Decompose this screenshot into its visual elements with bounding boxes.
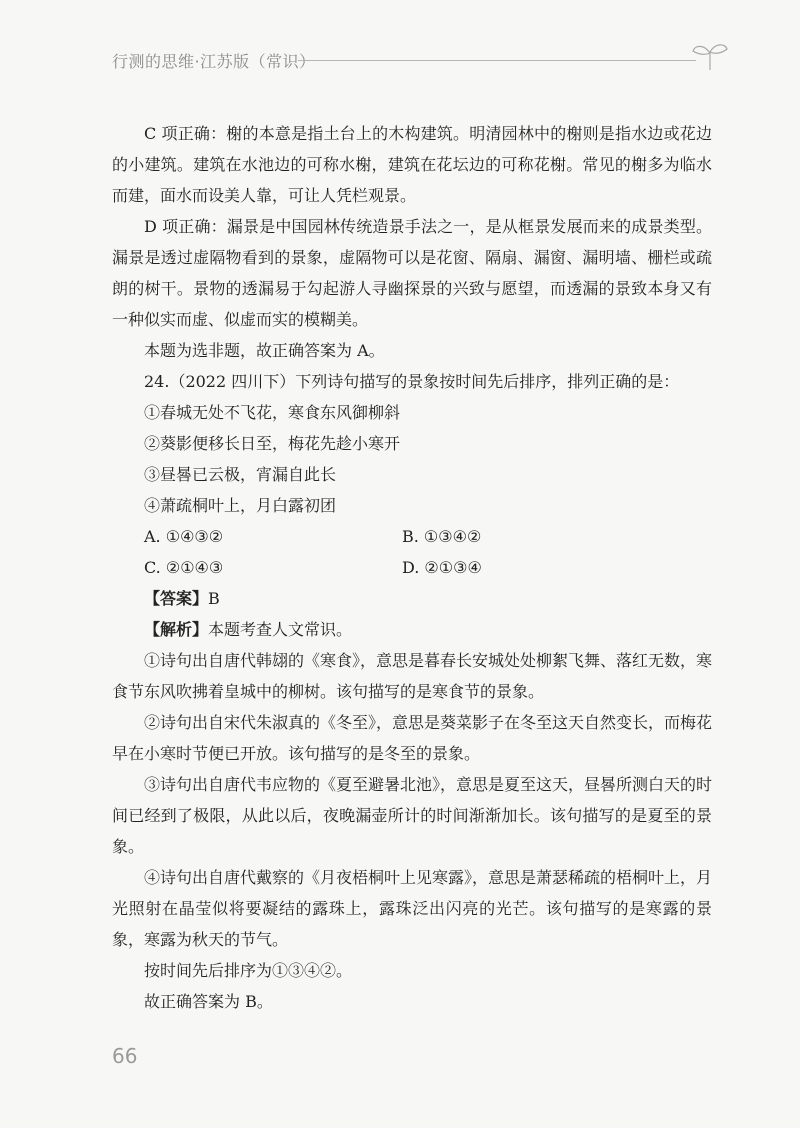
analysis-line	[112, 614, 712, 645]
option-a: A. ①④③②	[144, 527, 224, 546]
header-rule	[298, 60, 696, 61]
answer-line	[112, 583, 712, 614]
final-answer: 故正确答案为 B。	[144, 992, 273, 1011]
answer-label: 【答案】	[144, 589, 209, 608]
analysis-intro: 本题考查人文常识。	[208, 620, 353, 639]
analysis-item-4: ④诗句出自唐代戴察的《月夜梧桐叶上见寒露》，意思是萧瑟稀疏的梧桐叶上，月光照射在晶莹似将要凝结的露珠上，露珠泛出闪亮的光芒。该句描写的是寒露的景象，寒露为秋天的节气。	[112, 868, 713, 949]
options-row-1	[112, 521, 712, 552]
page-number: 66	[112, 1044, 138, 1068]
order-summary: 按时间先后排序为①③④②。	[144, 961, 353, 980]
option-b: B. ①③④②	[402, 527, 482, 546]
poem-item-1: ①春城无处不飞花，寒食东风御柳斜	[144, 403, 401, 422]
page-header	[112, 46, 732, 76]
paragraph-option-d: D 项正确：漏景是中国园林传统造景手法之一，是从框景发展而来的成景类型。漏景是透过虚隔物看到的景象，虚隔物可以是花窗、隔扇、漏窗、漏明墙、栅栏或疏朗的树干。景物的透漏易于勾起游人寻幽探景的兴致与愿望，而透漏的景致本身又有一种似实而虚、似虚而实的模糊美。	[112, 217, 712, 329]
sprout-icon	[690, 40, 730, 72]
poem-item-2: ②葵影便移长日至，梅花先趁小寒开	[144, 434, 401, 453]
paragraph-option-c: C 项正确：榭的本意是指土台上的木构建筑。明清园林中的榭则是指水边或花边的小建筑。建筑在水池边的可称水榭，建筑在花坛边的可称花榭。常见的榭多为临水而建，面水而设美人靠，可让人凭栏观景。	[112, 124, 712, 205]
poem-item-3: ③昼晷已云极，宵漏自此长	[144, 465, 337, 484]
option-c: C. ②①④③	[144, 558, 224, 577]
options-row-2	[112, 552, 712, 583]
answer-value: B	[208, 589, 220, 608]
question-stem: 24.（2022 四川下）下列诗句描写的景象按时间先后排序，排列正确的是：	[144, 372, 680, 391]
header-title: 行测的思维·江苏版（常识）	[112, 52, 316, 71]
poem-item-4: ④萧疏桐叶上，月白露初团	[144, 496, 337, 515]
analysis-item-2: ②诗句出自宋代朱淑真的《冬至》，意思是葵菜影子在冬至这天自然变长，而梅花早在小寒时节便已开放。该句描写的是冬至的景象。	[112, 713, 713, 763]
option-d: D. ②①③④	[402, 558, 482, 577]
analysis-item-3: ③诗句出自唐代韦应物的《夏至避暑北池》，意思是夏至这天，昼晷所测白天的时间已经到了极限，从此以后，夜晚漏壶所计的时间渐渐加长。该句描写的是夏至的景象。	[112, 775, 713, 856]
paragraph-conclusion: 本题为选非题，故正确答案为 A。	[144, 341, 385, 360]
analysis-label: 【解析】	[144, 620, 209, 639]
analysis-item-1: ①诗句出自唐代韩翃的《寒食》，意思是暮春长安城处处柳絮飞舞、落红无数，寒食节东风吹拂着皇城中的柳树。该句描写的是寒食节的景象。	[112, 651, 713, 701]
page-body	[112, 118, 712, 1017]
